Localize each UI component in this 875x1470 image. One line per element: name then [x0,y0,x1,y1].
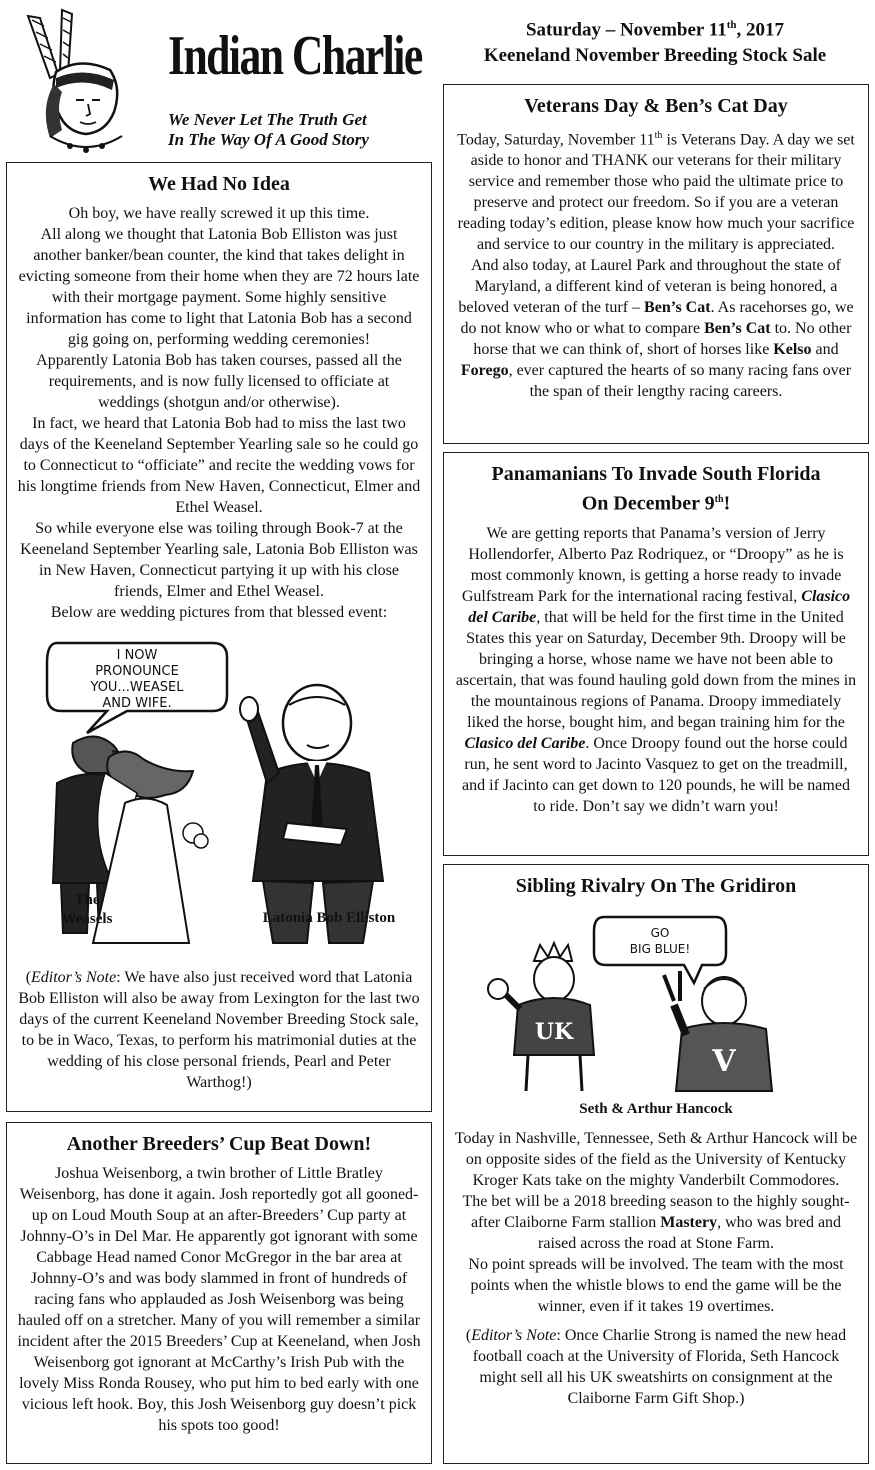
article-paragraph: Oh boy, we have really screwed it up this time. [68,205,370,222]
seth-figure-icon [488,943,594,1091]
v-shirt-logo: V [712,1044,736,1079]
speech-line: I NOW [116,648,158,663]
article-headline: Another Breeders’ Cup Beat Down! [66,1133,372,1155]
article-paragraph: Below are wedding pictures from that blessed event: [50,604,388,621]
headline-line: On December 9th! [581,492,731,515]
speech-line: PRONOUNCE [95,664,179,679]
article-breeders-cup-beat-down [6,1122,432,1464]
article-paragraph: In fact, we heard that Latonia Bob had to miss the last two days of the Keeneland September Yearling sale so he could go to Connecticut to “officiate” and recite the wedding vows for his longtime friends from New Haven, Connecticut, Elmer and Ethel Weasel. [17,415,421,516]
tagline-line-1: We Never Let The Truth Get [168,110,367,129]
editor-note-text: : Once Charlie Strong is named the new head football coach at the University of Florida, Seth Hancock might sell all his UK sweatshirts on consignment at the Claiborne Farm Gift Shop.) [472,1327,847,1407]
speech-line: YOU...WEASEL [90,680,184,695]
football-cartoon [454,905,858,1095]
article-we-had-no-idea [6,162,432,1112]
newsletter-title: Indian Charlie [168,25,422,87]
article-sibling-rivalry [443,864,869,1464]
editor-note: (Editor’s Note: Once Charlie Strong is named the new head football coach at the University of Florida, Seth Hancock might sell all his UK sweatshirts on consignment at the Claiborne Farm Gift Shop.) [465,1327,847,1407]
tagline-line-2: In The Way Of A Good Story [168,130,369,149]
caption-line: The [74,892,100,908]
officiant-figure-icon [240,685,383,943]
newsletter-tagline [168,110,369,150]
article-paragraph: Apparently Latonia Bob has taken courses, passed all the requirements, and is now fully licensed to officiate at weddings (shotgun and/or otherwise). [36,352,402,411]
article-paragraph: So while everyone else was toiling through Book-7 at the Keeneland September Yearling sale, Latonia Bob Elliston was in New Haven, Connecticut partying it up with his close friends, Elmer and Ethel Weasel. [20,520,418,600]
wedding-cartoon [17,633,421,963]
editor-note: (Editor’s Note: We have also just received word that Latonia Bob Elliston will also be away from Lexington for the last two days of the current Keeneland November Breeding Stock sale, to be in Waco, Texas, to perform his matrimonial duties at the wedding of his close personal friends, Pearl and Peter Warthog!) [18,969,420,1091]
article-paragraph: The bet will be a 2018 breeding season to the highly sought-after Claiborne Farm stallion Mastery, who was bred and raised across the road at Stone Farm. [462,1193,850,1252]
article-veterans-day [443,84,869,444]
article-headline: We Had No Idea [148,173,290,195]
indian-chief-logo-icon [10,8,160,158]
uk-shirt-logo: UK [534,1019,574,1045]
speech-line: BIG BLUE! [629,942,691,956]
article-headline [454,461,858,517]
editor-note-label: Editor’s Note [471,1327,557,1344]
cartoon-caption-officiant: Latonia Bob Elliston [262,910,396,926]
article-paragraph: Today, Saturday, November 11th is Veterans Day. A day we set aside to honor and THANK our veterans for their military service and remember those who paid the ultimate price to preserve and protect our freedom. So if you are a veteran reading today’s edition, please know how much your sacrifice and service to our country in the military is appreciated. [457,130,855,254]
article-headline: Veterans Day & Ben’s Cat Day [524,95,788,117]
article-paragraph: Today in Nashville, Tennessee, Seth & Arthur Hancock will be on opposite sides of the field as the University of Kentucky Kroger Kats take on the mighty Vanderbilt Commodores. [454,1130,858,1189]
editor-note-label: Editor’s Note [31,969,117,986]
issue-event: Keeneland November Breeding Stock Sale [483,45,827,67]
article-panamanians [443,452,869,856]
caption-line: Weasels [61,911,113,927]
headline-line: Panamanians To Invade South Florida [491,463,821,485]
masthead [10,8,430,158]
article-paragraph: Joshua Weisenborg, a twin brother of Little Bratley Weisenborg, has done it again. Josh reportedly got all gooned-up on Loud Mouth Soup at an after-Breeders’ Cup party at Johnny-O’s in Del Mar. He apparently got ignorant with some Cabbage Head named Conor McGregor in the bar area at Johnny-O’s and was body slammed in front of hundreds of racing fans who applauded as Josh Weisenborg was being hauled off on a stretcher. Many of you will remember a similar incident after the 2015 Breeders’ Cup at Keeneland, when Josh Weisenborg got ignorant at McCarthy’s Irish Pub with the lovely Miss Ronda Rousey, who put him to bed early with one vicious left hook. Boy, this Josh Weisenborg guy doesn’t pick his spots too good! [17,1165,421,1434]
issue-date: Saturday – November 11th, 2017 [525,19,784,41]
cartoon-caption-weasels [47,891,127,929]
cartoon-caption-hancocks: Seth & Arthur Hancock [579,1101,733,1117]
editor-note-text: : We have also just received word that Latonia Bob Elliston will also be away from Lexington for the last two days of the current Keeneland November Breeding Stock sale, to be in Waco, Texas, to perform his matrimonial duties at the wedding of his close personal friends, Pearl and Peter Warthog!) [18,969,420,1091]
dateline [445,12,865,69]
article-headline: Sibling Rivalry On The Gridiron [515,875,797,897]
arthur-figure-icon [664,971,772,1091]
article-paragraph: We are getting reports that Panama’s version of Jerry Hollendorfer, Alberto Paz Rodriquez, or “Droopy” as he is most commonly known, is getting a horse ready to invade Gulfstream Park for the international racing festival, Clasico del Caribe, that will be held for the first time in the United States this year on Saturday, December 9th. Droopy will be bringing a horse, whose name we have not been able to ascertain, that was found hauling gold down from the mines in the mountainous regions of Panama. Droopy immediately liked the horse, bought him, and began training him for the Clasico del Caribe. Once Droopy found out the horse could run, he sent word to Jacinto Vasquez to get on the treadmill, and if Jacinto can get down to 120 pounds, he will be named to ride. Don’t say we didn’t warn you! [455,524,857,815]
article-paragraph: All along we thought that Latonia Bob Elliston was just another banker/bean counter, the kind that takes delight in evicting someone from their home when they are 72 hours late with their mortgage payment. Some highly sensitive information has come to light that Latonia Bob has a second gig going on, performing wedding ceremonies! [18,226,420,348]
speech-line: GO [650,926,670,940]
speech-line: AND WIFE. [102,696,172,711]
hancock-brothers-illustration-icon [454,905,858,1095]
article-paragraph: No point spreads will be involved. The team with the most points when the whistle blows to end the game will be the winner, even if it takes 19 overtimes. [468,1256,844,1315]
article-paragraph: And also today, at Laurel Park and throughout the state of Maryland, a different kind of veteran is being honored, a beloved veteran of the turf – Ben’s Cat. As racehorses go, we do not know who or what to compare Ben’s Cat to. No other horse that we can think of, short of horses like Kelso and Forego, ever captured the hearts of so many racing fans over the span of their lengthy racing careers. [458,257,854,401]
